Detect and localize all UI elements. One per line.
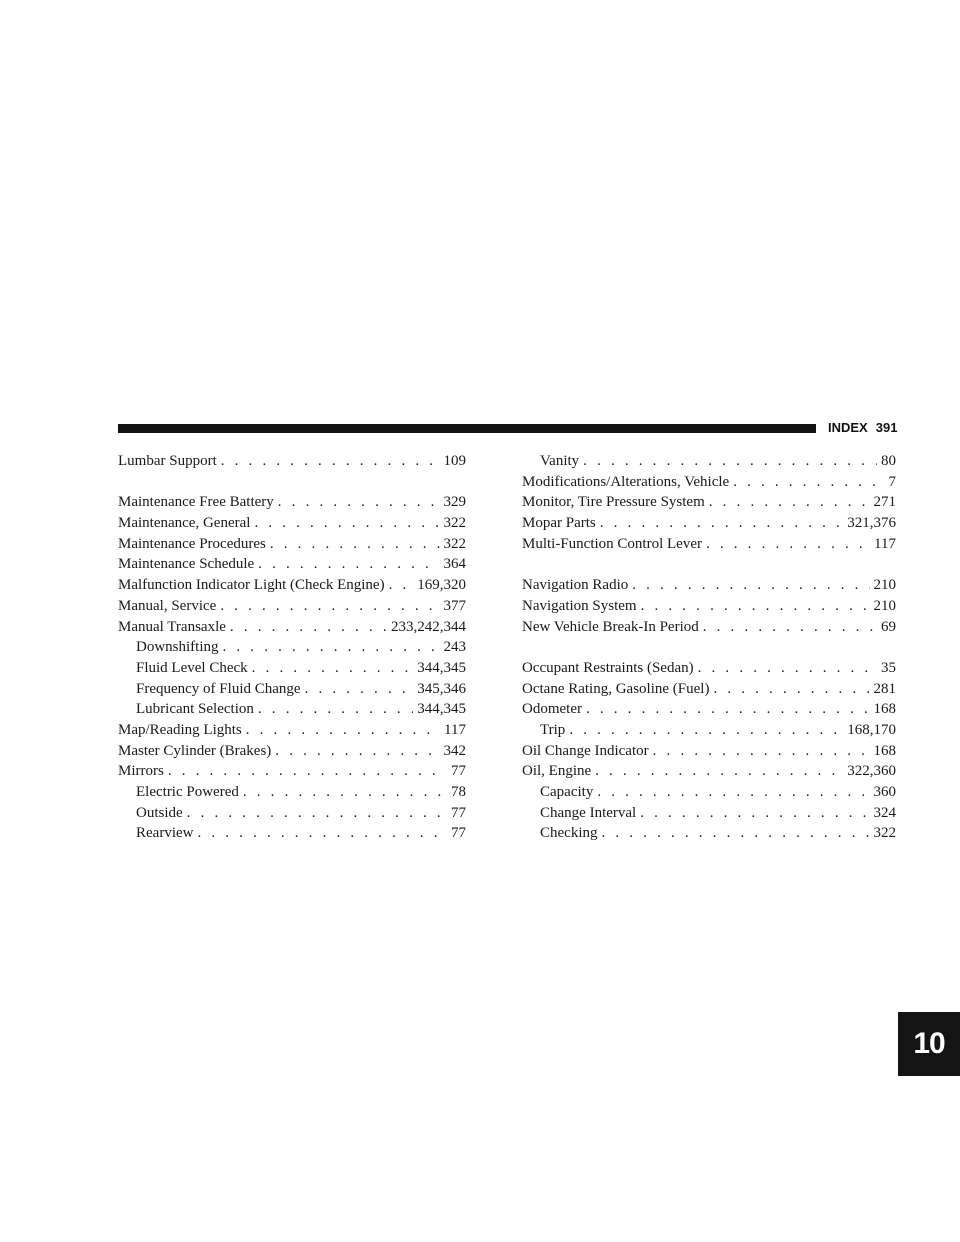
entry-term: Fluid Level Check (136, 659, 248, 676)
dot-leader (223, 637, 440, 658)
dot-leader (254, 513, 439, 534)
index-entry (118, 617, 466, 638)
entry-page-ref: 329 (443, 494, 466, 511)
index-entry (522, 472, 896, 493)
entry-term: Manual, Service (118, 597, 217, 614)
index-subentry (118, 679, 466, 700)
index-entry (522, 617, 896, 638)
entry-page-ref: 344,345 (417, 659, 466, 676)
dot-leader (706, 534, 870, 555)
dot-leader (243, 782, 447, 803)
dot-leader (389, 575, 414, 596)
entry-term: Monitor, Tire Pressure System (522, 494, 705, 511)
dot-leader (632, 575, 869, 596)
entry-page-ref: 322,360 (847, 763, 896, 780)
entry-page-ref: 271 (873, 494, 896, 511)
dot-leader (600, 513, 844, 534)
entry-page-ref: 168 (873, 701, 896, 718)
entry-term: Multi-Function Control Lever (522, 535, 702, 552)
index-entry (118, 554, 466, 575)
entry-page-ref: 69 (881, 618, 896, 635)
entry-term: Odometer (522, 701, 582, 718)
entry-term: Master Cylinder (Brakes) (118, 742, 272, 759)
entry-term: Rearview (136, 825, 194, 842)
entry-page-ref: 77 (451, 763, 466, 780)
dot-leader (602, 823, 870, 844)
dot-leader (187, 803, 447, 824)
index-subentry (118, 699, 466, 720)
section-title: INDEX (828, 420, 868, 435)
dot-leader (230, 617, 387, 638)
index-subentry (522, 451, 896, 472)
index-subentry (118, 782, 466, 803)
index-entry (118, 761, 466, 782)
index-entry (522, 741, 896, 762)
index-entry (118, 596, 466, 617)
index-entry (118, 492, 466, 513)
entry-term: Maintenance Schedule (118, 556, 255, 573)
entry-term: Checking (540, 825, 598, 842)
entry-term: Oil, Engine (522, 763, 592, 780)
entry-term: Change Interval (540, 804, 637, 821)
index-entry (118, 741, 466, 762)
entry-page-ref: 168,170 (847, 721, 896, 738)
index-entry (118, 513, 466, 534)
index-entry (522, 658, 896, 679)
index-subentry (522, 720, 896, 741)
dot-leader (713, 679, 869, 700)
entry-page-ref: 78 (451, 784, 466, 800)
dot-leader (246, 720, 440, 741)
entry-term: Octane Rating, Gasoline (Fuel) (522, 680, 710, 697)
index-subentry (118, 658, 466, 679)
entry-page-ref: 322 (443, 535, 466, 552)
entry-term: Vanity (540, 453, 580, 469)
entry-term: Downshifting (136, 639, 219, 656)
index-subentry (118, 823, 466, 844)
entry-page-ref: 233,242,344 (391, 618, 466, 635)
entry-term: Capacity (540, 784, 594, 800)
index-subentry (522, 803, 896, 824)
entry-term: New Vehicle Break-In Period (522, 618, 699, 635)
index-subentry (522, 782, 896, 803)
entry-page-ref: 117 (444, 721, 466, 738)
entry-term: Electric Powered (136, 784, 239, 800)
dot-leader (252, 658, 414, 679)
dot-leader (653, 741, 870, 762)
index-entry (118, 720, 466, 741)
entry-page-ref: 322 (873, 825, 896, 842)
entry-page-ref: 210 (873, 577, 896, 594)
entry-term: Occupant Restraints (Sedan) (522, 659, 694, 676)
entry-term: Lubricant Selection (136, 701, 254, 718)
entry-page-ref: 324 (873, 804, 896, 821)
index-subentry (522, 823, 896, 844)
index-subentry (118, 637, 466, 658)
entry-term: Lumbar Support (118, 453, 217, 469)
entry-page-ref: 364 (443, 556, 466, 573)
dot-leader (258, 699, 413, 720)
entry-page-ref: 80 (881, 453, 896, 469)
entry-page-ref: 322 (443, 515, 466, 532)
entry-page-ref: 77 (451, 825, 466, 842)
index-entry (118, 575, 466, 596)
running-header (828, 419, 900, 437)
dot-leader (270, 534, 440, 555)
index-entry (522, 699, 896, 720)
dot-leader (197, 823, 447, 844)
entry-term: Malfunction Indicator Light (Check Engine) (118, 577, 385, 594)
entry-term: Modifications/Alterations, Vehicle (522, 473, 730, 490)
entry-term: Mopar Parts (522, 515, 596, 532)
dot-leader (733, 472, 884, 493)
dot-leader (640, 803, 869, 824)
entry-term: Oil Change Indicator (522, 742, 649, 759)
dot-leader (595, 761, 843, 782)
entry-page-ref: 35 (881, 659, 896, 676)
entry-term: Outside (136, 804, 183, 821)
index-entry (522, 761, 896, 782)
chapter-tab: 10 (898, 1012, 960, 1076)
entry-term: Frequency of Fluid Change (136, 680, 301, 697)
entry-page-ref: 344,345 (417, 701, 466, 718)
entry-page-ref: 77 (451, 804, 466, 821)
dot-leader (305, 679, 414, 700)
dot-leader (703, 617, 877, 638)
entry-term: Trip (540, 721, 566, 738)
entry-term: Navigation System (522, 597, 637, 614)
index-entry (522, 534, 896, 555)
entry-page-ref: 281 (873, 680, 896, 697)
dot-leader (258, 554, 439, 575)
entry-page-ref: 7 (888, 473, 896, 490)
entry-page-ref: 168 (873, 742, 896, 759)
entry-term: Maintenance Free Battery (118, 494, 274, 511)
entry-term: Mirrors (118, 763, 164, 780)
entry-page-ref: 360 (873, 784, 896, 800)
entry-page-ref: 377 (443, 597, 466, 614)
dot-leader (569, 720, 843, 741)
entry-page-ref: 169,320 (417, 577, 466, 594)
index-column-left (118, 451, 466, 844)
index-column-right (522, 451, 896, 844)
dot-leader (278, 492, 440, 513)
dot-leader (586, 699, 870, 720)
index-entry (522, 596, 896, 617)
dot-leader (698, 658, 877, 679)
dot-leader (220, 596, 439, 617)
entry-page-ref: 342 (443, 742, 466, 759)
index-entry (522, 575, 896, 596)
dot-leader (597, 782, 869, 803)
entry-term: Maintenance, General (118, 515, 251, 532)
entry-page-ref: 109 (443, 453, 466, 469)
dot-leader (221, 451, 440, 472)
entry-page-ref: 210 (873, 597, 896, 614)
dot-leader (168, 761, 447, 782)
dot-leader (583, 451, 877, 472)
entry-term: Map/Reading Lights (118, 721, 242, 738)
index-entry (118, 451, 466, 472)
dot-leader (641, 596, 870, 617)
index-subentry (118, 803, 466, 824)
index-entry (522, 679, 896, 700)
index-entry (118, 534, 466, 555)
index-entry (522, 513, 896, 534)
entry-page-ref: 117 (874, 535, 896, 552)
dot-leader (275, 741, 439, 762)
entry-term: Manual Transaxle (118, 618, 226, 635)
dot-leader (709, 492, 870, 513)
entry-page-ref: 243 (443, 639, 466, 656)
entry-page-ref: 321,376 (847, 515, 896, 532)
entry-page-ref: 345,346 (417, 680, 466, 697)
index-entry (522, 492, 896, 513)
entry-term: Maintenance Procedures (118, 535, 266, 552)
header-rule (118, 424, 816, 433)
page-number: 391 (875, 420, 898, 435)
entry-term: Navigation Radio (522, 577, 629, 594)
